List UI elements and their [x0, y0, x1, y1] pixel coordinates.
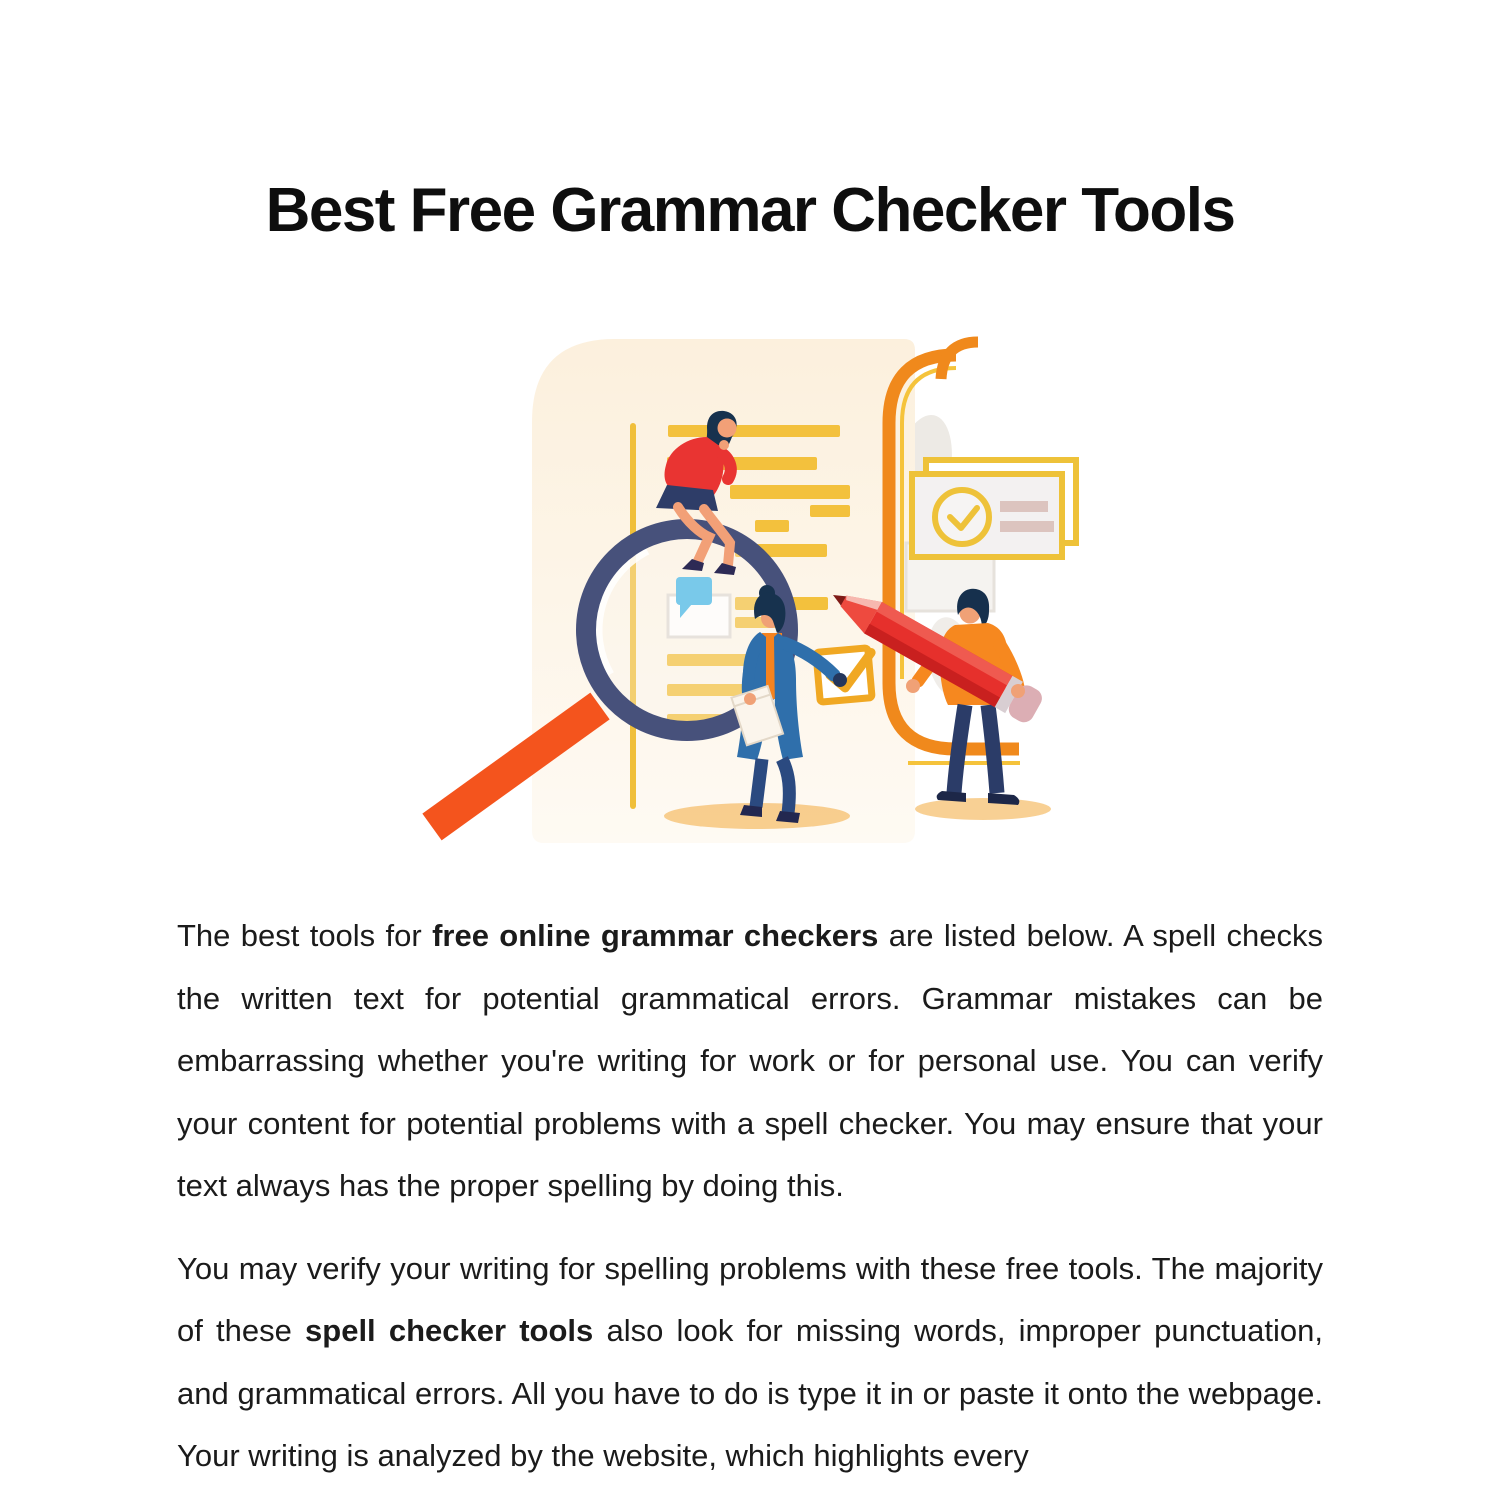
paragraph-text: are listed below. A spell checks the written text for potential grammatical errors. Grammar mistakes can be embarrassing whether you're writing for work or for personal use. You can verify your content for potential problems with a spell checker. You may ensure that your text always has the proper spelling by doing this.: [177, 918, 1323, 1204]
body-paragraph-1: [177, 905, 1323, 1218]
page-title: Best Free Grammar Checker Tools: [265, 176, 1235, 245]
bold-keyword: spell checker tools: [305, 1313, 594, 1349]
paragraph-text: also look for missing words, improper punctuation, and grammatical errors. All you have to do is type it in or paste it onto the webpage. Your writing is analyzed by the website, which highlights every: [177, 1313, 1323, 1474]
paragraph-text: The best tools for: [177, 918, 433, 954]
clock-card: [912, 460, 1076, 557]
article-body: [177, 905, 1323, 1488]
clock-icon: [935, 490, 989, 544]
body-paragraph-2: [177, 1238, 1323, 1488]
grammar-check-illustration: [410, 327, 1090, 857]
ground-shadow: [915, 798, 1051, 820]
bold-keyword: free online grammar checkers: [432, 918, 879, 954]
illustration-canvas: [410, 327, 1090, 857]
paragraph-text: You may verify your writing for spelling problems with these free tools. The majority of these: [177, 1250, 1323, 1349]
